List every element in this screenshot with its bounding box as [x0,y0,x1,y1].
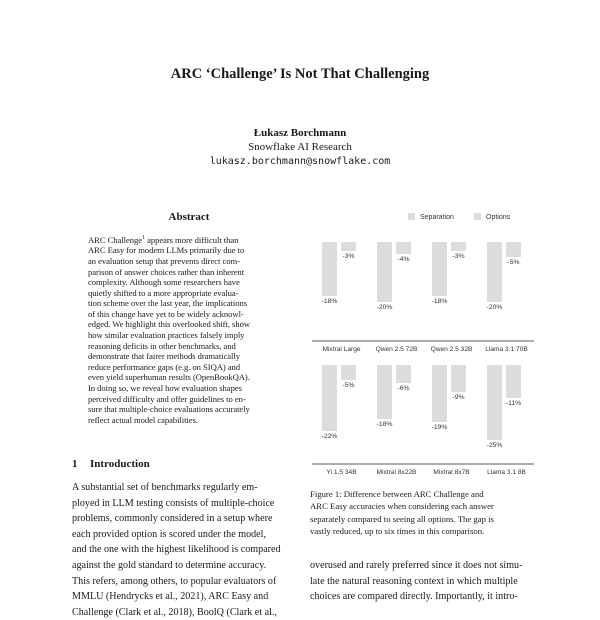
paper-title: ARC ‘Challenge’ Is Not That Challenging [170,66,430,82]
legend-label-options: Options [486,214,511,221]
figure-chart [300,205,540,475]
bar-options [396,365,411,383]
bar-options [341,365,356,380]
abstract-line [88,233,290,245]
body-line: overused and rarely preferred since it does not simu- [310,560,523,571]
intro-line: Challenge (Clark et al., 2018), BoolQ (Clark et al., [72,606,277,618]
category-label: Mixtral 8x7B [433,469,470,475]
abstract-line: how similar evaluation practices falsely imply [88,330,245,341]
category-label: Llama 3.1 8B [487,469,526,475]
body-line: choices are compared directly. Importantly, it intro- [310,591,518,603]
bar-separation [322,242,337,296]
abstract-first-rest: appears more difficult than [144,234,239,245]
data-label: -20% [486,304,503,311]
abstract-line: tion scheme over the last year, the implications [88,298,248,309]
abstract-first-words: ARC Challenge [88,234,143,245]
data-label: -3% [452,253,465,260]
section-title: Introduction [90,458,150,470]
data-label: -3% [342,253,355,260]
intro-line: problems, commonly considered in a setup where [72,513,273,525]
data-label: -18% [321,298,338,305]
abstract-line: an evaluation setup that prevents direct com- [88,256,240,267]
data-label: -9% [452,394,465,401]
bar-options [451,242,466,251]
abstract-line: ARC Easy for modern LLMs primarily due to [88,245,245,256]
category-label: Qwen 2.5 32B [430,346,473,353]
category-label: Yi 1.5 34B [326,469,357,475]
intro-line: This refers, among others, to popular evaluators of [72,575,277,587]
bar-options [451,365,466,392]
caption-line: vastly reduced, up to six times in this comparison. [310,526,485,537]
abstract-heading: Abstract [168,211,210,223]
caption-line: ARC Easy accuracies when considering each answer [310,501,494,512]
bar-separation [432,242,447,296]
abstract-line: reflect actual model capabilities. [88,414,198,425]
bar-separation [432,365,447,422]
category-label: Llama 3.1 70B [485,346,528,353]
right-column-body [310,558,532,605]
data-label: -22% [321,433,338,440]
abstract-line: of this change have yet to be widely acknowl- [88,308,244,319]
category-label: Mixtral Large [322,346,361,353]
category-label: Qwen 2.5 72B [375,346,418,353]
introduction-body [72,480,294,620]
author-name: Łukasz Borchmann [253,127,347,139]
data-label: -5% [507,259,520,266]
intro-line: MMLU (Hendrycks et al., 2021), ARC Easy and [72,591,269,603]
abstract-line: even yield superhuman results (OpenBookQA). [88,372,250,383]
footnote-mark[interactable]: 1 [142,235,145,241]
intro-line: A substantial set of benchmarks regularly em- [72,482,258,493]
bar-separation [487,365,502,440]
legend-swatch-separation [408,213,415,220]
bar-options [396,242,411,254]
intro-line: ployed in LLM testing consists of multiple-choice [72,497,275,509]
section-heading [72,458,150,470]
legend-swatch-options [474,213,481,220]
intro-line: each provided option is scored under the model, [72,528,266,540]
bar-separation [377,365,392,419]
data-label: -19% [431,424,448,431]
data-label: -4% [397,256,410,263]
category-label: Mixtral 8x22B [376,469,417,475]
bar-options [341,242,356,251]
figure-caption [310,488,532,538]
abstract-line: edged. We highlight this overlooked shift, show [88,319,250,330]
abstract-body [88,233,290,425]
bar-options [506,365,521,398]
data-label: -11% [505,400,522,407]
abstract-line: quietly shifted to a more appropriate evalua- [88,287,239,298]
abstract-line: perceived difficulty and offer guidelines to en- [88,393,246,404]
data-label: -18% [376,421,393,428]
caption-line: Figure 1: Difference between ARC Challenge and [310,489,484,499]
bar-separation [322,365,337,431]
caption-line: separately compared to seeing all options. The gap is [310,513,494,524]
legend-label-separation: Separation [420,214,454,221]
intro-line: and the one with the highest likelihood is compared [72,544,281,556]
section-number: 1 [72,458,78,470]
data-label: -5% [342,382,355,389]
abstract-line: reasoning deficits in other benchmarks, and [88,340,236,351]
bar-separation [377,242,392,302]
abstract-line: In doing so, we reveal how evaluation shapes [88,382,242,393]
bar-options [506,242,521,257]
abstract-line: parison of answer choices rather than inherent [88,266,245,277]
abstract-line: sure that multiple-choice evaluations accurately [88,404,250,415]
author-affiliation: Snowflake AI Research [248,141,352,153]
data-label: -25% [486,442,503,449]
abstract-line: reduce performance gaps (e.g. on SIQA) and [88,361,241,372]
bar-separation [487,242,502,302]
abstract-line: complexity. Although some researchers have [88,277,240,288]
data-label: -6% [397,385,410,392]
intro-line: against the gold standard to determine accuracy. [72,559,267,571]
author-email[interactable]: lukasz.borchmann@snowflake.com [209,156,391,167]
data-label: -18% [431,298,448,305]
abstract-line: demonstrate that fairer methods dramatically [88,351,240,362]
body-line: late the natural reasoning context in which multiple [310,575,518,587]
data-label: -20% [376,304,393,311]
